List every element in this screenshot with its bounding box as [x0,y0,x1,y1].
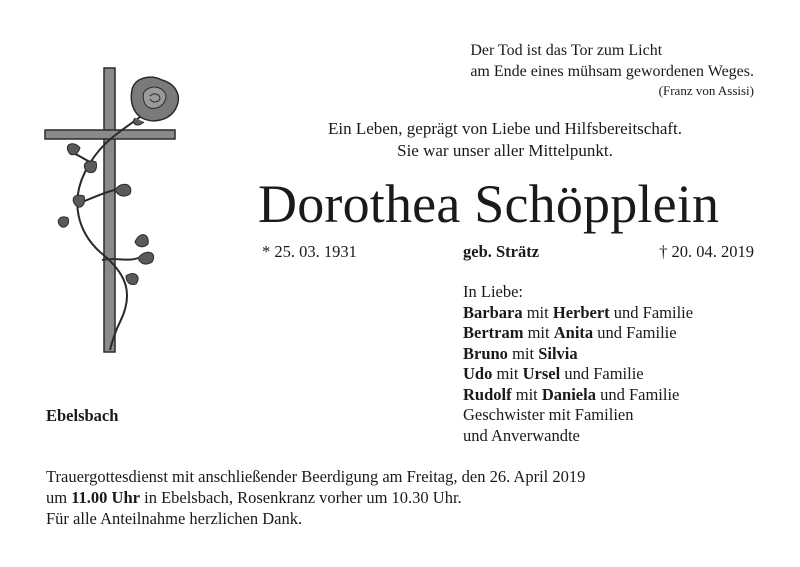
family-suffix: und Familie [593,323,677,342]
family-partner-name: Anita [553,323,594,342]
family-suffix: und Familie [560,364,644,383]
family-conjunction: mit [522,302,553,322]
service-line [46,487,585,508]
mourners-intro: In Liebe: [463,282,524,301]
service-time: 11.00 Uhr [71,488,140,507]
place-name: Ebelsbach [46,406,119,425]
family-conjunction: mit [523,323,554,342]
service-time-rest: in Ebelsbach, Rosenkranz vorher um 10.30 Uhr. [139,488,462,507]
family-partner-name: Herbert [552,302,610,322]
service-line: Trauergottesdienst mit anschließender Beerdigung am Freitag, den 26. April 2019 [46,467,586,486]
motto-line: Ein Leben, geprägt von Liebe und Hilfsbereitschaft. [327,119,683,138]
family-partner-name: Ursel [522,364,561,383]
quote-line: am Ende eines mühsam gewordenen Weges. [470,63,754,80]
list-item [463,303,693,324]
service-time-prefix: um [46,488,72,507]
family-partner-name: Daniela [541,384,596,404]
list-item [463,323,693,344]
cross-with-rose-icon [40,62,190,362]
family-first-name: Udo [463,364,493,383]
family-first-name: Bruno [463,343,508,363]
deceased-name: Dorothea Schöpplein [258,174,720,234]
family-first-name: Barbara [463,302,523,322]
motto-line: Sie war unser aller Mittelpunkt. [397,141,613,160]
family-conjunction: mit [507,343,539,363]
siblings-line: Geschwister mit Familien [463,405,634,424]
death-date: † 20. 04. 2019 [659,242,754,261]
family-first-name: Rudolf [463,384,512,404]
list-item [463,344,693,365]
service-info [46,466,585,529]
birth-date: * 25. 03. 1931 [262,242,357,261]
family-conjunction: mit [492,364,523,383]
maiden-name: geb. Strätz [463,242,540,261]
family-first-name: Bertram [463,323,524,342]
list-item [463,364,693,385]
family-suffix: und Familie [595,384,680,404]
quote-block [470,40,754,100]
mourners-list [463,282,693,446]
family-suffix: und Familie [609,302,694,322]
quote-line: Der Tod ist das Tor zum Licht [470,42,663,59]
quote-attribution: (Franz von Assisi) [658,83,754,98]
thanks-line: Für alle Anteilnahme herzlichen Dank. [46,509,303,528]
motto-block [260,118,750,162]
relatives-line: und Anverwandte [463,425,580,445]
list-item [463,385,693,406]
family-conjunction: mit [511,384,542,404]
family-partner-name: Silvia [538,343,578,363]
